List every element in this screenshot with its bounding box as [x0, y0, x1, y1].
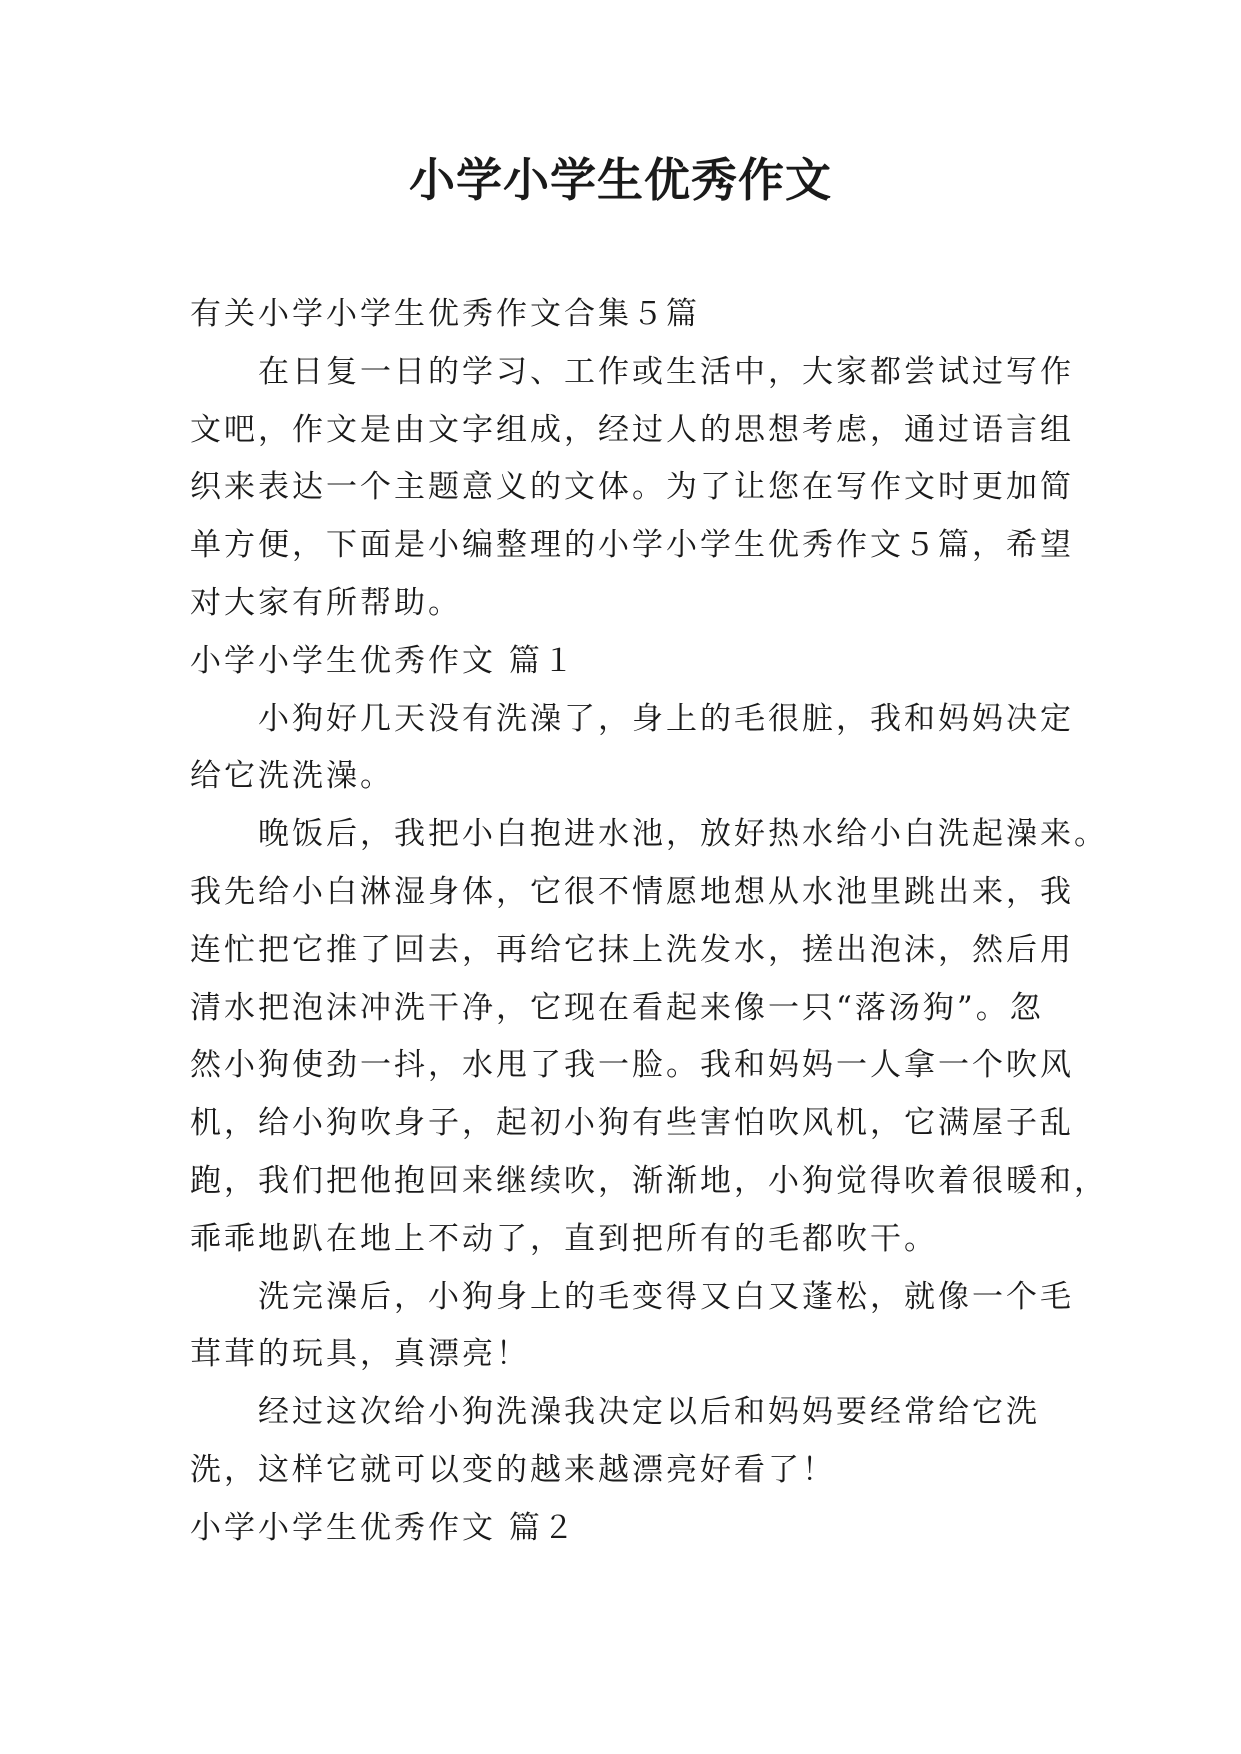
document-line: 跑，我们把他抱回来继续吹，渐渐地，小狗觉得吹着很暖和， [190, 1162, 1108, 1199]
document-line: 文吧，作文是由文字组成，经过人的思想考虑，通过语言组 [190, 411, 1074, 448]
document-line: 在日复一日的学习、工作或生活中，大家都尝试过写作 [258, 353, 1074, 390]
document-line: 洗完澡后，小狗身上的毛变得又白又蓬松，就像一个毛 [258, 1278, 1074, 1315]
document-line: 洗，这样它就可以变的越来越漂亮好看了！ [190, 1451, 836, 1488]
document-line: 连忙把它推了回去，再给它抹上洗发水，搓出泡沫，然后用 [190, 931, 1074, 968]
document-line: 乖乖地趴在地上不动了，直到把所有的毛都吹干。 [190, 1220, 938, 1257]
document-line: 小狗好几天没有洗澡了，身上的毛很脏，我和妈妈决定 [258, 700, 1074, 737]
document-line: 有关小学小学生优秀作文合集５篇 [190, 296, 700, 332]
document-line: 对大家有所帮助。 [190, 584, 462, 621]
document-line: 然小狗使劲一抖，水甩了我一脸。我和妈妈一人拿一个吹风 [190, 1047, 1074, 1084]
document-line: 单方便，下面是小编整理的小学小学生优秀作文５篇，希望 [190, 527, 1074, 564]
document-line: 织来表达一个主题意义的文体。为了让您在写作文时更加简 [190, 469, 1074, 506]
document-title: 小学小学生优秀作文 [409, 153, 832, 207]
document-line: 经过这次给小狗洗澡我决定以后和妈妈要经常给它洗 [258, 1394, 1040, 1431]
document-line: 清水把泡沫冲洗干净，它现在看起来像一只“落汤狗”。忽 [190, 989, 1044, 1026]
document-line: 机，给小狗吹身子，起初小狗有些害怕吹风机，它满屋子乱 [190, 1105, 1074, 1142]
document-line: 我先给小白淋湿身体，它很不情愿地想从水池里跳出来，我 [190, 873, 1074, 910]
document-body [190, 286, 1108, 1558]
document-line: 小学小学生优秀作文 篇１ [190, 642, 577, 679]
document-line: 给它洗洗澡。 [190, 758, 394, 795]
document-line: 小学小学生优秀作文 篇２ [190, 1509, 577, 1546]
document-line: 茸茸的玩具，真漂亮！ [190, 1336, 530, 1373]
document-line: 晚饭后，我把小白抱进水池，放好热水给小白洗起澡来。 [258, 816, 1108, 853]
